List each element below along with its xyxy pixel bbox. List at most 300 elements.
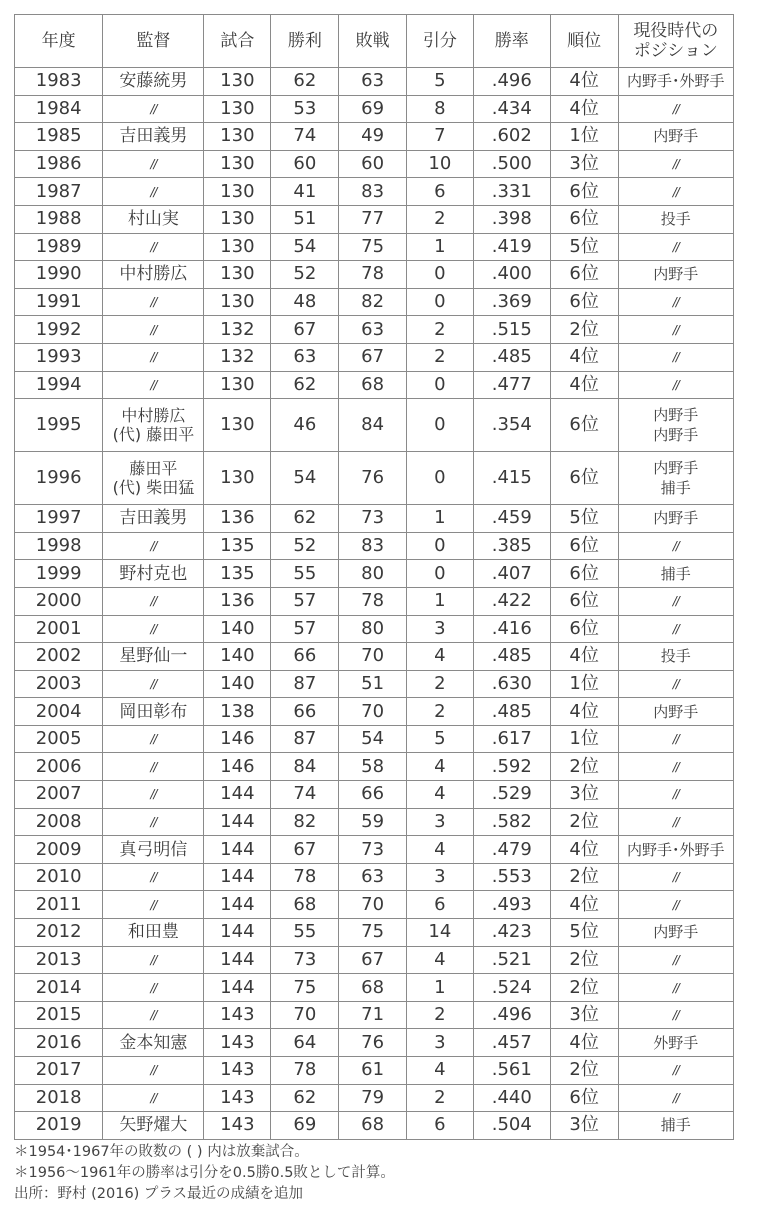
cell-position: 投手 [618,205,733,233]
cell-losses: 84 [339,399,406,452]
cell-losses: 76 [339,1029,406,1057]
cell-games: 140 [204,615,271,643]
cell-win-pct: .515 [474,316,551,344]
cell-games: 143 [204,1112,271,1140]
cell-year: 1999 [15,560,103,588]
cell-manager [103,399,204,452]
cell-win-pct: .582 [474,808,551,836]
cell-ties: 2 [406,670,473,698]
cell-rank: 4位 [550,343,618,371]
cell-rank: 2位 [550,974,618,1002]
cell-ties: 2 [406,205,473,233]
cell-wins: 68 [271,891,339,919]
header-position [618,15,733,68]
cell-ties: 6 [406,891,473,919]
cell-rank: 4位 [550,371,618,399]
header-row [15,15,734,68]
cell-rank: 4位 [550,68,618,96]
cell-games: 136 [204,587,271,615]
cell-rank: 6位 [550,560,618,588]
cell-year: 1985 [15,123,103,151]
cell-wins: 55 [271,919,339,947]
cell-win-pct: .521 [474,946,551,974]
cell-losses: 73 [339,836,406,864]
cell-manager: // [103,587,204,615]
cell-games: 144 [204,781,271,809]
cell-ties: 1 [406,505,473,533]
cell-year: 2004 [15,698,103,726]
cell-games: 143 [204,1001,271,1029]
cell-losses: 58 [339,753,406,781]
cell-ties: 4 [406,753,473,781]
cell-win-pct: .500 [474,150,551,178]
table-row [15,316,734,344]
cell-position: // [618,587,733,615]
cell-losses: 75 [339,233,406,261]
cell-games: 140 [204,643,271,671]
cell-wins: 63 [271,343,339,371]
table-row [15,505,734,533]
cell-position: // [618,974,733,1002]
cell-win-pct: .385 [474,532,551,560]
cell-rank: 3位 [550,1112,618,1140]
cell-year: 1983 [15,68,103,96]
table-row [15,123,734,151]
cell-ties: 2 [406,1084,473,1112]
cell-win-pct: .440 [474,1084,551,1112]
cell-position: // [618,532,733,560]
cell-win-pct: .457 [474,1029,551,1057]
cell-games: 144 [204,891,271,919]
cell-year: 2018 [15,1084,103,1112]
cell-position: // [618,946,733,974]
header-ties: 引分 [406,15,473,68]
cell-win-pct: .423 [474,919,551,947]
table-row [15,452,734,505]
cell-win-pct: .493 [474,891,551,919]
cell-games: 135 [204,532,271,560]
cell-line: 内野手 [653,459,699,478]
cell-win-pct: .592 [474,753,551,781]
cell-manager: 吉田義男 [103,123,204,151]
cell-losses: 63 [339,316,406,344]
cell-ties: 0 [406,452,473,505]
table-row [15,615,734,643]
cell-year: 1990 [15,261,103,289]
cell-line: 捕手 [660,479,691,498]
cell-rank: 6位 [550,532,618,560]
cell-win-pct: .524 [474,974,551,1002]
footnotes [14,1142,395,1205]
cell-win-pct: .485 [474,643,551,671]
cell-position: 内野手･外野手 [618,68,733,96]
table-row [15,399,734,452]
cell-games: 140 [204,670,271,698]
cell-wins: 87 [271,725,339,753]
cell-games: 144 [204,946,271,974]
cell-losses: 67 [339,343,406,371]
cell-win-pct: .459 [474,505,551,533]
cell-manager: 村山実 [103,205,204,233]
cell-wins: 74 [271,123,339,151]
cell-wins: 48 [271,288,339,316]
table-row [15,643,734,671]
cell-ties: 3 [406,1029,473,1057]
cell-losses: 76 [339,452,406,505]
cell-rank: 6位 [550,1084,618,1112]
cell-wins: 78 [271,1057,339,1085]
footnote-win-pct: ＊1956〜1961年の勝率は引分を0.5勝0.5敗として計算。 [14,1165,395,1181]
header-year: 年度 [15,15,103,68]
footnote-forfeit: ＊1954･1967年の敗数の ( ) 内は放棄試合。 [14,1144,309,1160]
cell-manager: // [103,891,204,919]
cell-position: // [618,233,733,261]
cell-ties: 2 [406,316,473,344]
cell-manager: // [103,343,204,371]
cell-manager: 和田豊 [103,919,204,947]
cell-ties: 2 [406,1001,473,1029]
cell-win-pct: .485 [474,343,551,371]
cell-rank: 1位 [550,670,618,698]
cell-rank: 6位 [550,178,618,206]
cell-manager: 岡田彰布 [103,698,204,726]
table-row [15,974,734,1002]
cell-position [618,452,733,505]
cell-manager: // [103,615,204,643]
cell-manager: // [103,974,204,1002]
cell-rank: 4位 [550,836,618,864]
table-row [15,95,734,123]
cell-year: 1986 [15,150,103,178]
cell-manager: // [103,725,204,753]
cell-position: // [618,781,733,809]
cell-games: 143 [204,1029,271,1057]
cell-games: 132 [204,343,271,371]
cell-manager: // [103,371,204,399]
cell-year: 2011 [15,891,103,919]
cell-rank: 4位 [550,95,618,123]
cell-rank: 5位 [550,233,618,261]
cell-rank: 2位 [550,863,618,891]
cell-win-pct: .561 [474,1057,551,1085]
cell-year: 2007 [15,781,103,809]
cell-ties: 5 [406,68,473,96]
cell-year: 1987 [15,178,103,206]
cell-ties: 8 [406,95,473,123]
cell-games: 136 [204,505,271,533]
cell-wins: 73 [271,946,339,974]
cell-ties: 0 [406,288,473,316]
cell-losses: 83 [339,532,406,560]
cell-rank: 4位 [550,643,618,671]
cell-wins: 62 [271,371,339,399]
cell-manager: // [103,1084,204,1112]
manager-record-table [14,14,734,1140]
cell-wins: 57 [271,587,339,615]
table-row [15,560,734,588]
cell-losses: 51 [339,670,406,698]
cell-win-pct: .415 [474,452,551,505]
cell-position: 捕手 [618,560,733,588]
cell-manager: // [103,233,204,261]
cell-losses: 77 [339,205,406,233]
cell-win-pct: .504 [474,1112,551,1140]
cell-line: (代) 藤田平 [112,425,195,445]
cell-losses: 80 [339,560,406,588]
cell-year: 2019 [15,1112,103,1140]
cell-win-pct: .496 [474,1001,551,1029]
cell-win-pct: .630 [474,670,551,698]
cell-win-pct: .331 [474,178,551,206]
cell-wins: 84 [271,753,339,781]
header-wins: 勝利 [271,15,339,68]
cell-win-pct: .416 [474,615,551,643]
cell-year: 2009 [15,836,103,864]
cell-ties: 3 [406,808,473,836]
cell-win-pct: .496 [474,68,551,96]
cell-manager: // [103,781,204,809]
cell-win-pct: .369 [474,288,551,316]
table-row [15,261,734,289]
cell-manager [103,452,204,505]
cell-games: 130 [204,95,271,123]
cell-year: 2000 [15,587,103,615]
cell-losses: 63 [339,68,406,96]
cell-manager: 真弓明信 [103,836,204,864]
cell-rank: 6位 [550,399,618,452]
cell-manager: // [103,808,204,836]
cell-losses: 78 [339,587,406,615]
cell-games: 130 [204,233,271,261]
cell-position: 内野手･外野手 [618,836,733,864]
cell-ties: 0 [406,532,473,560]
cell-games: 130 [204,178,271,206]
cell-losses: 67 [339,946,406,974]
cell-wins: 54 [271,452,339,505]
cell-games: 144 [204,808,271,836]
cell-wins: 52 [271,261,339,289]
cell-rank: 2位 [550,946,618,974]
cell-losses: 70 [339,891,406,919]
table-row [15,670,734,698]
cell-rank: 6位 [550,205,618,233]
table-row [15,205,734,233]
cell-ties: 4 [406,836,473,864]
cell-manager: 安藤統男 [103,68,204,96]
cell-games: 144 [204,863,271,891]
cell-ties: 4 [406,781,473,809]
header-position-line2: ポジション [633,41,718,61]
cell-year: 2016 [15,1029,103,1057]
cell-rank: 4位 [550,698,618,726]
cell-year: 2006 [15,753,103,781]
cell-year: 2010 [15,863,103,891]
cell-manager: 中村勝広 [103,261,204,289]
cell-rank: 2位 [550,753,618,781]
table-row [15,150,734,178]
cell-ties: 2 [406,698,473,726]
cell-position: 内野手 [618,261,733,289]
cell-rank: 6位 [550,452,618,505]
cell-rank: 3位 [550,150,618,178]
cell-position: // [618,753,733,781]
table-row [15,532,734,560]
cell-line: 中村勝広 [121,406,186,426]
cell-wins: 57 [271,615,339,643]
cell-year: 1991 [15,288,103,316]
cell-ties: 2 [406,343,473,371]
cell-rank: 3位 [550,1001,618,1029]
cell-position: // [618,1084,733,1112]
cell-games: 143 [204,1057,271,1085]
cell-win-pct: .398 [474,205,551,233]
cell-year: 1989 [15,233,103,261]
cell-games: 130 [204,288,271,316]
cell-win-pct: .485 [474,698,551,726]
table-row [15,863,734,891]
table-row [15,343,734,371]
cell-games: 130 [204,205,271,233]
cell-wins: 67 [271,836,339,864]
cell-losses: 80 [339,615,406,643]
cell-win-pct: .400 [474,261,551,289]
cell-rank: 1位 [550,123,618,151]
cell-year: 2015 [15,1001,103,1029]
table-row [15,288,734,316]
table-body [15,68,734,1140]
cell-rank: 6位 [550,587,618,615]
header-win-pct: 勝率 [474,15,551,68]
cell-games: 135 [204,560,271,588]
cell-line: 内野手 [653,426,699,445]
cell-position: 内野手 [618,919,733,947]
cell-rank: 1位 [550,725,618,753]
cell-manager: 野村克也 [103,560,204,588]
header-losses: 敗戦 [339,15,406,68]
cell-position: // [618,670,733,698]
cell-position: // [618,891,733,919]
cell-rank: 4位 [550,891,618,919]
cell-games: 130 [204,452,271,505]
table-row [15,808,734,836]
table-row [15,836,734,864]
table-row [15,891,734,919]
cell-position: // [618,316,733,344]
cell-manager: // [103,316,204,344]
cell-ties: 1 [406,587,473,615]
cell-losses: 68 [339,371,406,399]
cell-wins: 78 [271,863,339,891]
cell-losses: 61 [339,1057,406,1085]
cell-games: 130 [204,150,271,178]
cell-wins: 74 [271,781,339,809]
cell-position: // [618,95,733,123]
cell-manager: // [103,178,204,206]
cell-position: 外野手 [618,1029,733,1057]
table-row [15,753,734,781]
cell-position: // [618,863,733,891]
cell-manager: // [103,1057,204,1085]
cell-win-pct: .422 [474,587,551,615]
table-row [15,1057,734,1085]
cell-rank: 6位 [550,615,618,643]
cell-win-pct: .617 [474,725,551,753]
cell-wins: 51 [271,205,339,233]
cell-year: 1998 [15,532,103,560]
cell-wins: 66 [271,643,339,671]
cell-losses: 68 [339,1112,406,1140]
cell-win-pct: .434 [474,95,551,123]
cell-ties: 14 [406,919,473,947]
cell-rank: 2位 [550,316,618,344]
cell-win-pct: .419 [474,233,551,261]
cell-manager: // [103,532,204,560]
cell-wins: 64 [271,1029,339,1057]
table-row [15,178,734,206]
cell-win-pct: .354 [474,399,551,452]
cell-ties: 6 [406,1112,473,1140]
cell-position: // [618,1057,733,1085]
cell-ties: 0 [406,399,473,452]
header-position-line1: 現役時代の [633,21,719,41]
cell-games: 130 [204,261,271,289]
table-row [15,68,734,96]
cell-year: 2003 [15,670,103,698]
table-row [15,371,734,399]
cell-rank: 6位 [550,261,618,289]
cell-win-pct: .477 [474,371,551,399]
cell-wins: 62 [271,1084,339,1112]
cell-manager: // [103,150,204,178]
cell-wins: 82 [271,808,339,836]
cell-position: 捕手 [618,1112,733,1140]
cell-ties: 7 [406,123,473,151]
cell-losses: 60 [339,150,406,178]
cell-rank: 2位 [550,808,618,836]
cell-manager: // [103,863,204,891]
cell-wins: 87 [271,670,339,698]
cell-manager: 星野仙一 [103,643,204,671]
cell-losses: 75 [339,919,406,947]
table-row [15,587,734,615]
cell-losses: 70 [339,698,406,726]
header-rank: 順位 [550,15,618,68]
cell-rank: 2位 [550,1057,618,1085]
cell-losses: 82 [339,288,406,316]
cell-ties: 0 [406,560,473,588]
cell-wins: 62 [271,68,339,96]
cell-position: // [618,288,733,316]
table-row [15,1001,734,1029]
table-row [15,725,734,753]
cell-losses: 73 [339,505,406,533]
cell-losses: 78 [339,261,406,289]
cell-position [618,399,733,452]
cell-ties: 10 [406,150,473,178]
table-row [15,919,734,947]
cell-manager: 矢野燿大 [103,1112,204,1140]
cell-wins: 55 [271,560,339,588]
cell-year: 1984 [15,95,103,123]
cell-wins: 41 [271,178,339,206]
cell-position: // [618,178,733,206]
cell-wins: 70 [271,1001,339,1029]
cell-losses: 69 [339,95,406,123]
cell-wins: 54 [271,233,339,261]
cell-manager: // [103,95,204,123]
cell-ties: 1 [406,974,473,1002]
cell-manager: // [103,946,204,974]
